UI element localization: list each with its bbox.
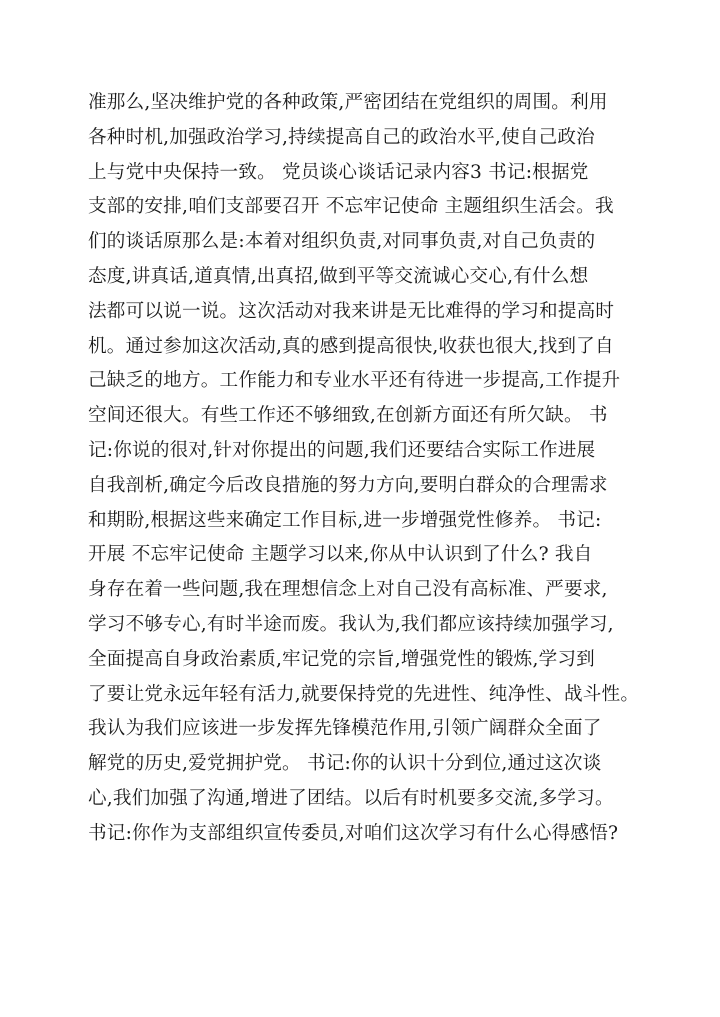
text-line: 空间还很大。有些工作还不够细致,在创新方面还有所欠缺。 书 bbox=[88, 405, 608, 427]
text-line: 书记:你作为支部组织宣传委员,对咱们这次学习有什么心得感悟? bbox=[88, 822, 619, 844]
body-text bbox=[88, 86, 658, 852]
text-line: 态度,讲真话,道真情,出真招,做到平等交流诚心交心,有什么想 bbox=[88, 265, 589, 287]
text-line: 全面提高自身政治素质,牢记党的宗旨,增强党性的锻炼,学习到 bbox=[88, 648, 595, 670]
text-line: 身存在着一些问题,我在理想信念上对自己没有高标准、严要求, bbox=[88, 579, 608, 601]
text-line: 法都可以说一说。这次活动对我来讲是无比难得的学习和提高时 bbox=[88, 300, 615, 322]
text-line: 了要让党永远年轻有活力,就要保持党的先进性、纯净性、战斗性。 bbox=[88, 683, 640, 705]
text-line: 们的谈话原那么是:本着对组织负责,对同事负责,对自己负责的 bbox=[88, 231, 596, 253]
text-line: 解党的历史,爱党拥护党。 书记:你的认识十分到位,通过这次谈 bbox=[88, 753, 602, 775]
text-line: 支部的安排,咱们支部要召开 不忘牢记使命 主题组织生活会。我 bbox=[88, 196, 614, 218]
text-line: 我认为我们应该进一步发挥先锋模范作用,引领广阔群众全面了 bbox=[88, 718, 602, 740]
text-line: 开展 不忘牢记使命 主题学习以来,你从中认识到了什么? 我自 bbox=[88, 544, 593, 566]
text-line: 学习不够专心,有时半途而废。我认为,我们都应该持续加强学习, bbox=[88, 613, 614, 635]
text-line: 己缺乏的地方。工作能力和专业水平还有待进一步提高,工作提升 bbox=[88, 370, 621, 392]
text-line: 记:你说的很对,针对你提出的问题,我们还要结合实际工作进展 bbox=[88, 439, 596, 461]
text-line: 准那么,坚决维护党的各种政策,严密团结在党组织的周围。利用 bbox=[88, 92, 608, 113]
text-line: 机。通过参加这次活动,真的感到提高很快,收获也很大,找到了自 bbox=[88, 335, 614, 357]
text-line: 自我剖析,确定今后改良措施的努力方向,要明白群众的合理需求 bbox=[88, 474, 608, 496]
text-line: 上与党中央保持一致。 党员谈心谈话记录内容3 书记:根据党 bbox=[88, 161, 589, 183]
text-line: 和期盼,根据这些来确定工作目标,进一步增强党性修养。 书记: bbox=[88, 509, 602, 531]
text-line: 各种时机,加强政治学习,持续提高自己的政治水平,使自己政治 bbox=[88, 126, 595, 148]
text-line: 心,我们加强了沟通,增进了团结。以后有时机要多交流,多学习。 bbox=[88, 787, 614, 809]
